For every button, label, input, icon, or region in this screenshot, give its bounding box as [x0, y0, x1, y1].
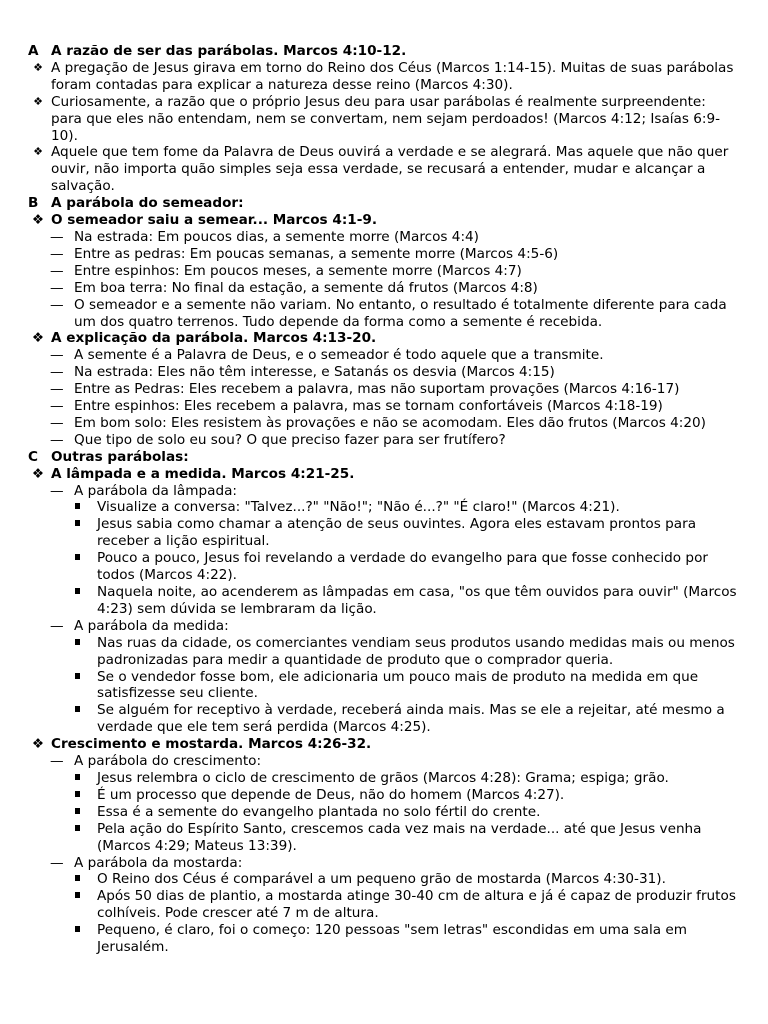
square-bullet-icon [75, 808, 80, 814]
diamond-bullet-icon: ❖ [33, 145, 43, 159]
dash-marker-icon: — [50, 482, 64, 499]
dash-marker-icon: — [50, 364, 64, 381]
square-bullet-icon [75, 791, 80, 797]
section-title: Outras parábolas: [51, 448, 189, 465]
dash-item [28, 229, 740, 246]
square-bullet-item [28, 922, 740, 956]
dash-marker-icon: — [50, 228, 64, 245]
square-bullet-item [28, 770, 740, 787]
square-bullet-icon [75, 503, 80, 509]
dash-item [28, 280, 740, 297]
square-bullet-item [28, 516, 740, 550]
square-bullet-icon [75, 875, 80, 881]
diamond-bullet-icon: ❖ [31, 736, 45, 753]
diamond-bullet-item [28, 144, 740, 195]
bullet-text: Pela ação do Espírito Santo, crescemos cada vez mais na verdade... até que Jesus venha (Marcos 4:29; Mateus 13:39). [97, 820, 702, 854]
dash-item [28, 263, 740, 280]
square-list [28, 499, 740, 617]
square-bullet-icon [75, 673, 80, 679]
dash-item [28, 347, 740, 364]
bullet-text: Jesus relembra o ciclo de crescimento de grãos (Marcos 4:28): Grama; espiga; grão. [97, 769, 669, 786]
dash-item [28, 381, 740, 398]
square-bullet-item [28, 787, 740, 804]
dash-text: Que tipo de solo eu sou? O que preciso fazer para ser frutífero? [74, 431, 506, 448]
square-bullet-icon [75, 825, 80, 831]
dash-item [28, 364, 740, 381]
square-bullet-icon [75, 926, 80, 932]
square-bullet-item [28, 584, 740, 618]
section-a [28, 43, 740, 60]
bullet-text: Curiosamente, a razão que o próprio Jesus deu para usar parábolas é realmente surpreendente: para que eles não entendam, nem se convertam, nem sejam perdoados! (Marcos 4:12; Isaías 6:9-10). [51, 93, 721, 144]
bullet-text: Naquela noite, ao acenderem as lâmpadas em casa, "os que têm ouvidos para ouvir" (Marcos 4:23) sem dúvida se lembraram da lição. [97, 584, 737, 617]
subsection-title: A explicação da parábola. Marcos 4:13-20. [51, 330, 377, 347]
dash-text: O semeador e a semente não variam. No entanto, o resultado é totalmente diferente para cada um dos quatro terrenos. Tudo depende da forma como a semente é recebida. [74, 296, 727, 330]
diamond-bullet-icon: ❖ [31, 212, 45, 229]
diamond-bullet-icon: ❖ [33, 94, 43, 108]
square-bullet-item [28, 821, 740, 855]
section-letter: A [28, 43, 39, 59]
subsection-title: O semeador saiu a semear... Marcos 4:1-9. [51, 212, 378, 229]
subsection-heading [28, 330, 740, 347]
dash-marker-icon: — [50, 296, 64, 313]
dash-item [28, 753, 740, 770]
dash-marker-icon: — [50, 347, 64, 364]
bullet-text: É um processo que depende de Deus, não do homem (Marcos 4:27). [97, 786, 565, 803]
dash-text: A parábola da medida: [74, 617, 229, 634]
dash-marker-icon: — [50, 753, 64, 770]
bullet-text: A pregação de Jesus girava em torno do Reino dos Céus (Marcos 1:14-15). Muitas de suas parábolas foram contadas para explicar a natureza desse reino (Marcos 4:30). [51, 59, 734, 93]
dash-marker-icon: — [50, 414, 64, 431]
square-bullet-icon [75, 706, 80, 712]
dash-text: Entre espinhos: Eles recebem a palavra, mas se tornam confortáveis (Marcos 4:18-19) [74, 398, 663, 415]
dash-marker-icon: — [50, 262, 64, 279]
square-bullet-item [28, 550, 740, 584]
square-bullet-item [28, 669, 740, 703]
dash-text: Em boa terra: No final da estação, a semente dá frutos (Marcos 4:8) [74, 279, 538, 296]
square-bullet-icon [75, 892, 80, 898]
dash-text: A parábola da mostarda: [74, 854, 243, 871]
square-bullet-item [28, 702, 740, 736]
subsection-heading [28, 212, 740, 229]
square-bullet-item [28, 635, 740, 669]
section-c [28, 449, 740, 466]
section-letter: B [28, 195, 39, 212]
dash-text: Entre as Pedras: Eles recebem a palavra, mas não suportam provações (Marcos 4:16-17) [74, 381, 680, 398]
subsection-heading [28, 466, 740, 483]
square-list [28, 770, 740, 855]
diamond-bullet-icon: ❖ [31, 330, 45, 347]
dash-item [28, 297, 740, 331]
bullet-text: Aquele que tem fome da Palavra de Deus ouvirá a verdade e se alegrará. Mas aquele que não quer ouvir, não importa quão simples seja essa verdade, se recusará a entender, mudar e alcançar a salvação. [51, 144, 729, 195]
square-list [28, 635, 740, 736]
square-bullet-icon [75, 520, 80, 526]
bullet-text: Jesus sabia como chamar a atenção de seus ouvintes. Agora eles estavam prontos para receber a lição espiritual. [97, 516, 697, 550]
bullet-text: Se alguém for receptivo à verdade, receberá ainda mais. Mas se ele a rejeitar, até mesmo a verdade que ele tem será perdida (Marcos 4:25). [97, 702, 725, 736]
square-bullet-item [28, 871, 740, 888]
dash-item [28, 415, 740, 432]
dash-list [28, 347, 740, 448]
dash-text: A parábola da lâmpada: [74, 482, 237, 499]
dash-marker-icon: — [50, 279, 64, 296]
dash-marker-icon: — [50, 381, 64, 398]
dash-text: A semente é a Palavra de Deus, e o semeador é todo aquele que a transmite. [74, 347, 604, 364]
diamond-bullet-icon: ❖ [31, 465, 45, 482]
dash-text: Na estrada: Eles não têm interesse, e Satanás os desvia (Marcos 4:15) [74, 364, 555, 381]
dash-marker-icon: — [50, 854, 64, 871]
dash-marker-icon: — [50, 617, 64, 634]
square-bullet-item [28, 804, 740, 821]
section-b [28, 195, 740, 212]
bullet-text: Essa é a semente do evangelho plantada no solo fértil do crente. [97, 803, 541, 820]
dash-item [28, 432, 740, 449]
bullet-text: Visualize a conversa: "Talvez...?" "Não!"; "Não é...?" "É claro!" (Marcos 4:21). [97, 499, 620, 516]
bullet-text: Pouco a pouco, Jesus foi revelando a verdade do evangelho para que fosse conhecido por todos (Marcos 4:22). [97, 550, 708, 584]
dash-text: Na estrada: Em poucos dias, a semente morre (Marcos 4:4) [74, 228, 479, 245]
subsection-title: Crescimento e mostarda. Marcos 4:26-32. [51, 736, 372, 753]
section-title: A parábola do semeador: [51, 195, 244, 212]
dash-text: Entre espinhos: Em poucos meses, a semente morre (Marcos 4:7) [74, 262, 522, 279]
section-letter: C [28, 448, 38, 465]
square-bullet-icon [75, 639, 80, 645]
bullet-text: O Reino dos Céus é comparável a um pequeno grão de mostarda (Marcos 4:30-31). [97, 871, 666, 888]
dash-item [28, 483, 740, 500]
dash-item [28, 398, 740, 415]
square-bullet-icon [75, 588, 80, 594]
subsection-heading [28, 736, 740, 753]
dash-list [28, 229, 740, 330]
square-bullet-icon [75, 774, 80, 780]
bullet-text: Se o vendedor fosse bom, ele adicionaria um pouco mais de produto na medida em que satisfizesse seu cliente. [97, 668, 699, 702]
bullet-text: Pequeno, é claro, foi o começo: 120 pessoas "sem letras" escondidas em uma sala em Jerusalém. [97, 922, 687, 956]
square-list [28, 871, 740, 956]
dash-marker-icon: — [50, 431, 64, 448]
dash-text: Entre as pedras: Em poucas semanas, a semente morre (Marcos 4:5-6) [74, 245, 559, 262]
square-bullet-icon [75, 554, 80, 560]
dash-text: Em bom solo: Eles resistem às provações e não se acomodam. Eles dão frutos (Marcos 4:20) [74, 414, 706, 431]
diamond-bullet-item [28, 60, 740, 94]
dash-item [28, 246, 740, 263]
diamond-bullet-item [28, 94, 740, 145]
bullet-text: Nas ruas da cidade, os comerciantes vendiam seus produtos usando medidas mais ou menos padronizadas para medir a quantidade de produto que o comprador queria. [97, 634, 735, 668]
square-bullet-item [28, 888, 740, 922]
section-a-bullets [28, 60, 740, 195]
dash-marker-icon: — [50, 398, 64, 415]
dash-text: A parábola do crescimento: [74, 753, 262, 770]
dash-item [28, 855, 740, 872]
diamond-bullet-icon: ❖ [33, 60, 43, 74]
dash-marker-icon: — [50, 245, 64, 262]
section-title: A razão de ser das parábolas. Marcos 4:10-12. [51, 43, 407, 59]
bullet-text: Após 50 dias de plantio, a mostarda atinge 30-40 cm de altura e já é capaz de produzir frutos colhíveis. Pode crescer até 7 m de altura. [97, 888, 736, 922]
subsection-title: A lâmpada e a medida. Marcos 4:21-25. [51, 465, 355, 482]
square-bullet-item [28, 499, 740, 516]
dash-item [28, 618, 740, 635]
